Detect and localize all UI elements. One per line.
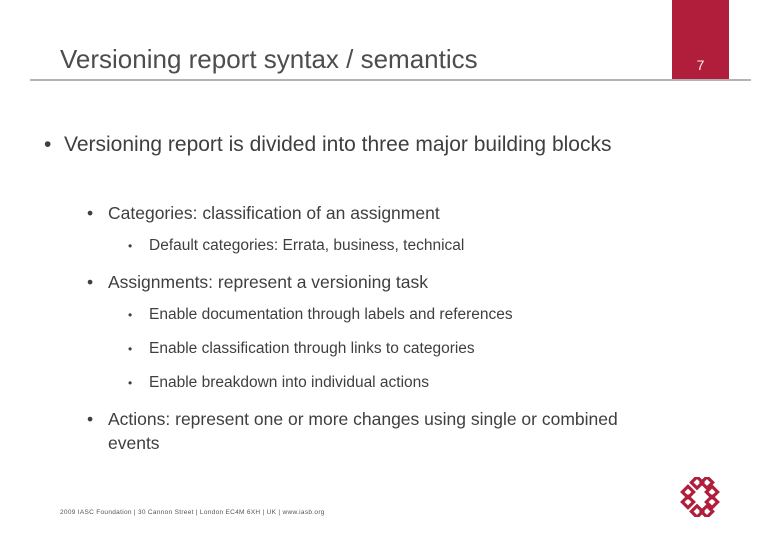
bullet-dot: •	[128, 308, 133, 322]
bullet-text: Actions: represent one or more changes using single or combined events	[108, 409, 618, 453]
iasc-logo-icon	[678, 477, 722, 517]
bullet-dot: •	[128, 239, 133, 253]
bullet-text: Enable classification through links to categories	[149, 340, 475, 357]
bullet-text: Enable breakdown into individual actions	[149, 374, 430, 391]
bullet-default-categories	[128, 235, 648, 257]
bullet-enable-breakdown	[128, 372, 648, 394]
bullet-dot: •	[128, 376, 133, 390]
bullet-assignments	[87, 270, 647, 294]
bullet-dot: •	[128, 342, 133, 356]
bullet-categories	[87, 201, 647, 225]
bullet-main	[44, 131, 644, 158]
slide-title: Versioning report syntax / semantics	[60, 44, 478, 74]
title-divider	[30, 79, 751, 81]
page-number: 7	[696, 57, 705, 73]
bullet-dot: •	[87, 272, 94, 292]
bullet-text: Categories: classification of an assignment	[108, 203, 440, 223]
bullet-dot: •	[44, 133, 52, 156]
bullet-text: Assignments: represent a versioning task	[108, 272, 429, 292]
bullet-text: Versioning report is divided into three major building blocks	[64, 133, 612, 156]
bullet-actions	[87, 407, 627, 455]
bullet-enable-documentation	[128, 304, 648, 326]
bullet-dot: •	[87, 203, 94, 223]
page-number-tab	[672, 0, 729, 79]
footer-text: 2009 IASC Foundation | 30 Cannon Street | London EC4M 6XH | UK | www.iasb.org	[60, 509, 325, 516]
bullet-text: Enable documentation through labels and references	[149, 306, 513, 323]
bullet-text: Default categories: Errata, business, technical	[149, 237, 465, 254]
bullet-dot: •	[87, 409, 94, 429]
bullet-enable-classification	[128, 338, 648, 360]
